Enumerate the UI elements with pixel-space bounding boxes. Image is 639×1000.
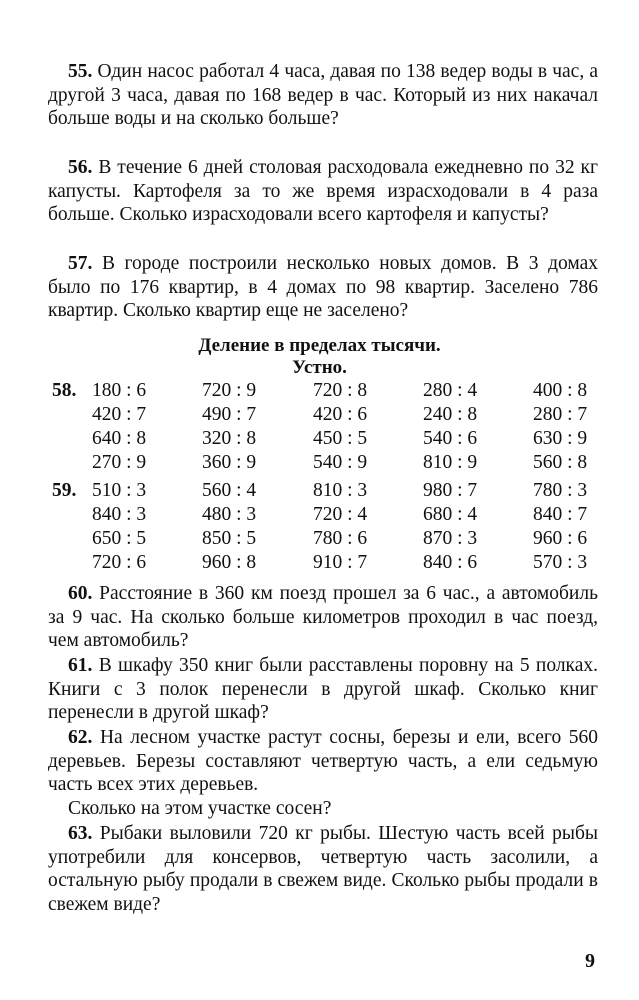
page-number: 9 [585,950,595,972]
division-expr: 640 : 8 [92,428,147,449]
section-subtitle: Устно. [292,357,347,378]
division-expr: 420 : 7 [92,404,147,425]
division-expr: 510 : 3 [92,480,147,501]
division-expr: 560 : 8 [533,452,588,473]
problem-text: В шкафу 350 книг были расставлены поровну на 5 полках. Книги с 3 полок перенесли в другой шкаф. Сколько книг перенесли в другой шкаф? [48,655,599,723]
division-expr: 720 : 4 [313,504,368,525]
division-expr: 450 : 5 [313,428,368,449]
problem-number: 57. [68,253,93,274]
problem-61 [48,654,598,725]
section-title: Деление в пределах тысячи. [198,335,441,356]
problem-text: Рыбаки выловили 720 кг рыбы. Шестую часть всей рыбы употребили для консервов, четвертую часть засолили, а остальную рыбу продали в свежем виде. Сколько рыбы продали в свежем виде? [48,823,598,915]
division-expr: 280 : 7 [533,404,588,425]
division-expr: 240 : 8 [423,404,478,425]
division-expr: 480 : 3 [202,504,257,525]
division-expr: 720 : 6 [92,552,147,573]
division-expr: 560 : 4 [202,480,257,501]
division-expr: 980 : 7 [423,480,478,501]
problem-question: Сколько на этом участке сосен? [68,797,332,819]
division-expr: 780 : 6 [313,528,368,549]
division-expr: 810 : 9 [423,452,478,473]
problem-text: Расстояние в 360 км поезд прошел за 6 час., а автомобиль за 9 час. На сколько больше километров проходил в час поезд, чем автомобиль? [48,583,598,651]
ex59-row [0,480,639,504]
ex59-row [0,552,639,576]
division-expr: 400 : 8 [533,380,588,401]
division-expr: 840 : 3 [92,504,147,525]
division-expr: 960 : 8 [202,552,257,573]
division-expr: 280 : 4 [423,380,478,401]
problem-number: 56. [68,157,93,178]
problem-number: 63. [68,823,93,844]
problem-text: На лесном участке растут сосны, березы и ели, всего 560 деревьев. Березы составляют четвертую часть, а ели седьмую часть всех этих деревьев. [48,727,599,795]
division-expr: 720 : 9 [202,380,257,401]
division-expr: 870 : 3 [423,528,478,549]
division-expr: 570 : 3 [533,552,588,573]
problem-number: 62. [68,727,93,748]
ex59-row [0,528,639,552]
problem-text: Один насос работал 4 часа, давая по 138 ведер воды в час, а другой 3 часа, давая по 168 ведер в час. Который из них накачал больше воды и на сколько больше? [48,61,599,129]
problem-60 [48,582,598,653]
division-expr: 490 : 7 [202,404,257,425]
division-expr: 910 : 7 [313,552,368,573]
problem-text: В городе построили несколько новых домов. В 3 домах было по 176 квартир, в 4 домах по 98 квартир. Заселено 786 квартир. Сколько квартир еще не заселено? [48,253,598,321]
division-expr: 650 : 5 [92,528,147,549]
division-expr: 540 : 6 [423,428,478,449]
problem-57 [48,252,598,323]
problem-62 [48,726,598,820]
ex59-row [0,504,639,528]
division-expr: 810 : 3 [313,480,368,501]
division-expr: 320 : 8 [202,428,257,449]
division-expr: 420 : 6 [313,404,368,425]
problem-number: 60. [68,583,93,604]
problem-text: В течение 6 дней столовая расходовала ежедневно по 32 кг капусты. Картофеля за то же время израсходовали в 4 раза больше. Сколько израсходовали всего картофеля и капусты? [48,157,599,225]
exercise-number-58: 58. [52,380,77,401]
exercise-number-59: 59. [52,480,77,501]
division-expr: 840 : 6 [423,552,478,573]
division-expr: 840 : 7 [533,504,588,525]
ex58-row [0,452,639,476]
problem-number: 61. [68,655,93,676]
problem-55 [48,60,598,131]
problem-63 [48,822,598,916]
division-expr: 540 : 9 [313,452,368,473]
ex58-row [0,404,639,428]
problem-number: 55. [68,61,93,82]
division-expr: 360 : 9 [202,452,257,473]
division-expr: 680 : 4 [423,504,478,525]
problem-56 [48,156,598,227]
division-expr: 630 : 9 [533,428,588,449]
division-expr: 850 : 5 [202,528,257,549]
division-expr: 720 : 8 [313,380,368,401]
division-expr: 270 : 9 [92,452,147,473]
division-expr: 180 : 6 [92,380,147,401]
ex58-row [0,428,639,452]
division-expr: 960 : 6 [533,528,588,549]
ex58-row [0,380,639,404]
division-expr: 780 : 3 [533,480,588,501]
